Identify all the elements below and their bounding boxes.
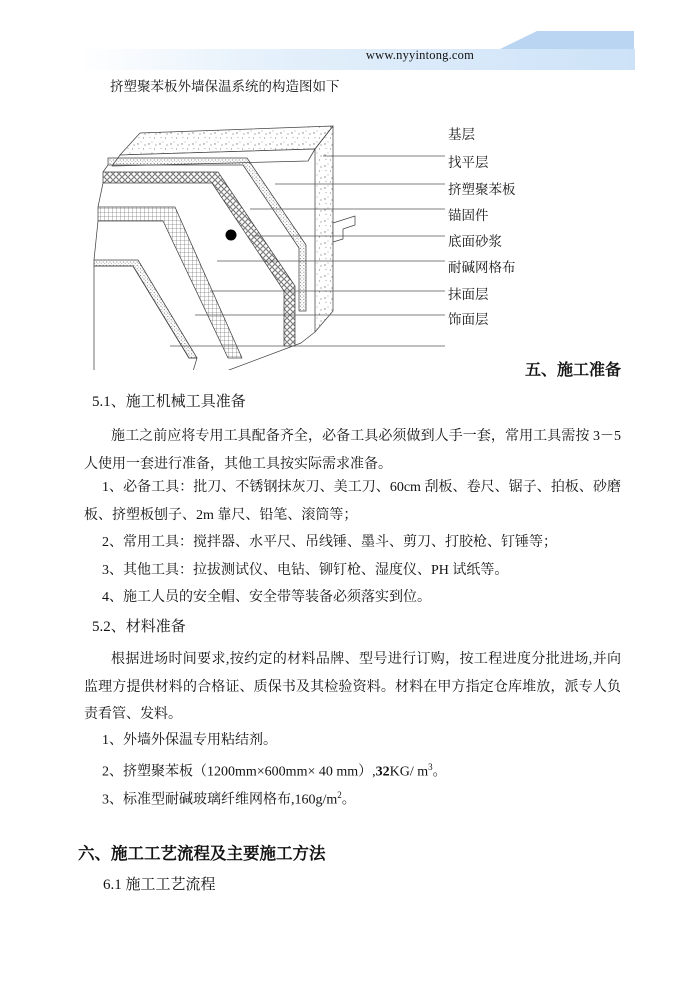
label-xps-board: 挤塑聚苯板 [448, 182, 516, 197]
section-5-1-title: 5.1、施工机械工具准备 [92, 394, 246, 410]
material-2-weight: 32 [375, 764, 390, 780]
section-5-2-title: 5.2、材料准备 [92, 619, 186, 635]
tool-list-item-2: 2、常用工具：搅拌器、水平尺、吊线锤、墨斗、剪刀、打胶枪、钉锤等； [102, 535, 557, 550]
diagram-caption: 挤塑聚苯板外墙保温系统的构造图如下 [110, 79, 340, 94]
site-url: www.nyyintong.com [365, 48, 475, 62]
material-2-sup: 3 [428, 762, 433, 772]
label-finish-coat: 饰面层 [448, 312, 489, 327]
anchor-flag [333, 216, 355, 242]
material-3-text: 3、标准型耐碱玻璃纤维网格布,160g/m [102, 792, 338, 808]
construction-diagram [92, 108, 452, 370]
material-2-unit: KG/ m [389, 764, 429, 780]
section-5-title: 五、施工准备 [524, 362, 621, 379]
label-base-layer: 基层 [448, 127, 475, 142]
tool-list-item-4: 4、施工人员的安全帽、安全带等装备必须落实到位。 [102, 590, 431, 605]
label-anchor: 锚固件 [448, 208, 489, 223]
material-list-item-1: 1、外墙外保温专用粘结剂。 [102, 733, 277, 748]
material-3-sup: 2 [337, 790, 342, 800]
label-render-coat: 抹面层 [448, 287, 489, 302]
label-leveling: 找平层 [448, 155, 489, 170]
section-6-title: 六、施工工艺流程及主要施工方法 [78, 844, 326, 863]
banner-plateau [500, 31, 634, 49]
anchor-dot [226, 230, 237, 241]
material-3-period: 。 [341, 792, 356, 808]
label-mesh-cloth: 耐碱网格布 [448, 260, 516, 275]
label-base-mortar: 底面砂浆 [448, 234, 502, 249]
material-2-text: 2、挤塑聚苯板（1200mm×600mm× 40 mm）, [102, 764, 376, 780]
section-5-1-paragraph: 施工之前应将专用工具配备齐全，必备工具必须做到人手一套，常用工具需按 3－5人使用一套进行准备，其他工具按实际需求准备。 [84, 429, 621, 472]
layer-base-wall [315, 126, 333, 332]
section-6-1-title: 6.1 施工工艺流程 [103, 877, 216, 893]
material-2-period: 。 [432, 764, 447, 780]
section-5-2-paragraph: 根据进场时间要求,按约定的材料品牌、型号进行订购，按工程进度分批进场,并向监理方提供材料的合格证、质保书及其检验资料。材料在甲方指定仓库堆放，派专人负责看管、发料。 [84, 652, 621, 722]
tool-list-item-1: 1、必备工具：批刀、不锈钢抹灰刀、美工刀、60cm 刮板、卷尺、锯子、拍板、砂磨板、挤塑板刨子、2m 靠尺、铅笔、滚筒等； [84, 480, 621, 523]
material-list-item-3 [84, 782, 621, 814]
tool-list-item-3: 3、其他工具：拉拔测试仪、电钻、铆钉枪、湿度仪、PH 试纸等。 [102, 563, 509, 578]
